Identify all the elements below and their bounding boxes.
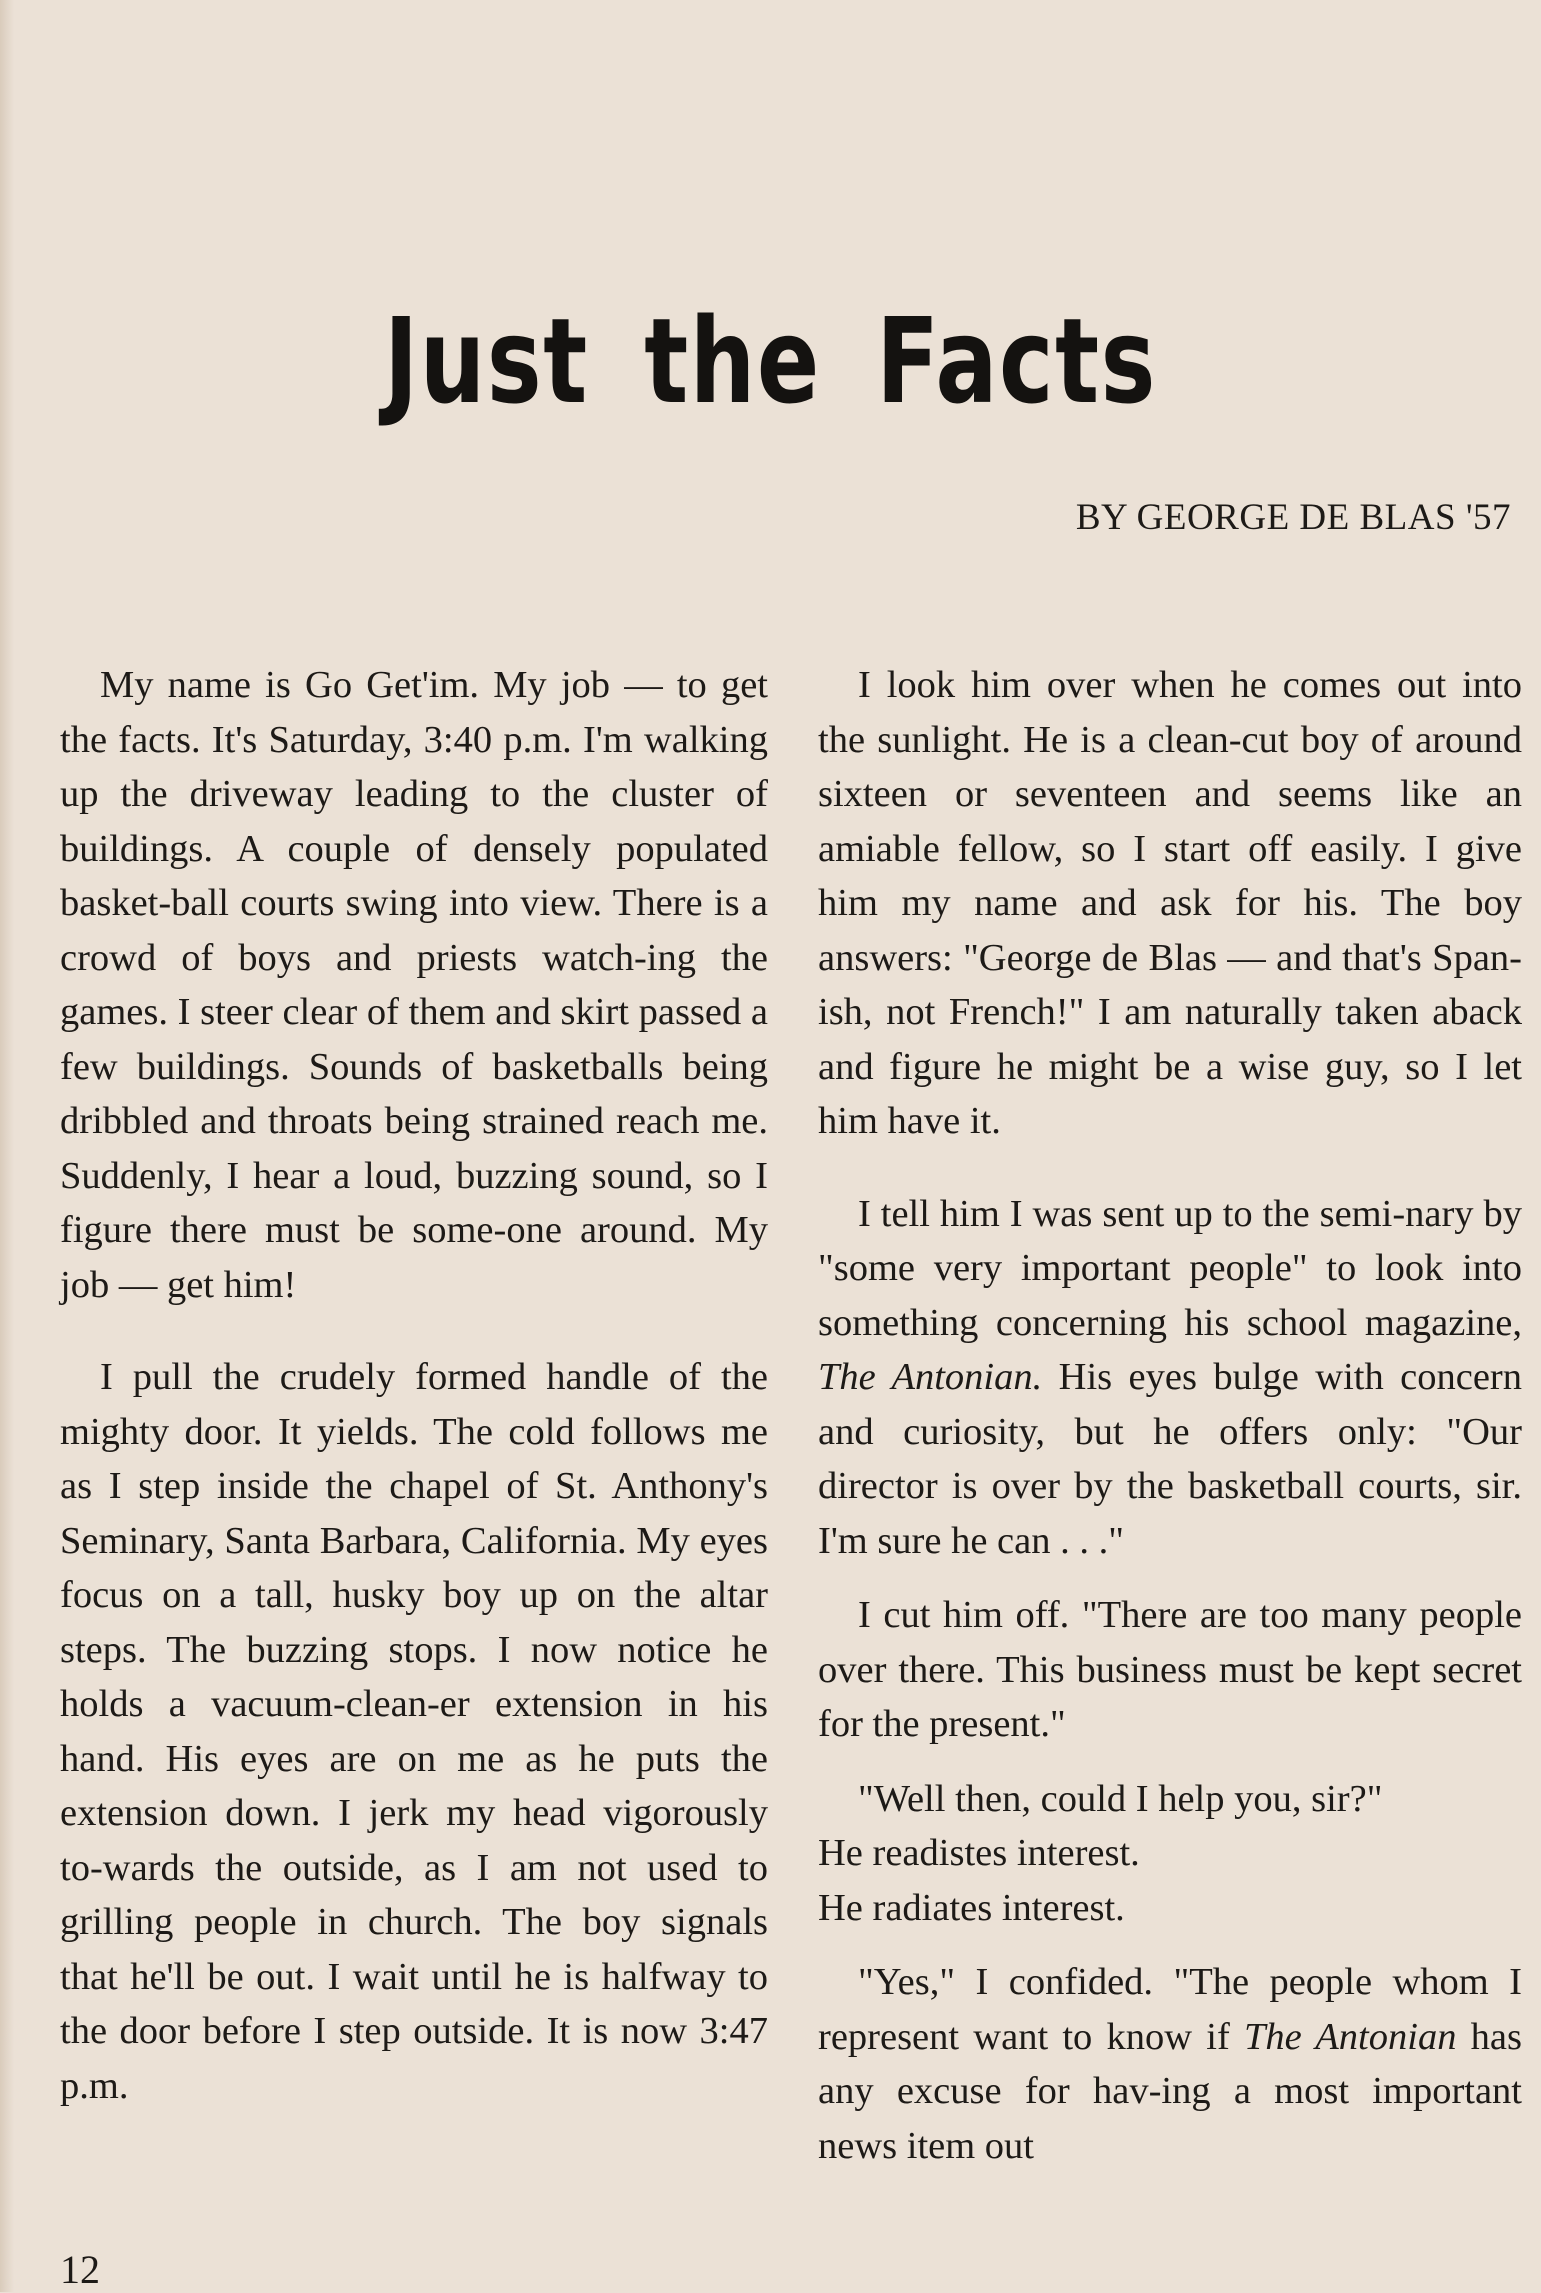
right-paragraph-2-text-a: I tell him I was sent up to the semi-nary by "some very important people" to look into something concerning his school magazine, — [818, 1192, 1522, 1344]
magazine-title: The Antonian. — [818, 1356, 1043, 1398]
right-paragraph-5-text-a: "Yes," I confided. "The people whom I represent want to know if — [818, 1961, 1522, 2058]
typo-line: He readistes interest. — [818, 1832, 1140, 1874]
article-byline: BY GEORGE DE BLAS '57 — [1075, 497, 1511, 538]
left-paragraph-2: I pull the crudely formed handle of the mighty door. It yields. The cold follows me as I step inside the chapel of St. Anthony's Seminary, Santa Barbara, California. My eyes focus on a tall, husky boy up on the altar steps. The buzzing stops. I now notice he holds a vacuum-clean-er extension in his hand. His eyes are on me as he puts the extension down. I jerk my head vigorously to-wards the outside, as I am not used to grilling people in church. The boy signals that he'll be out. I wait until he is halfway to the door before I step outside. It is now 3:47 p.m. — [60, 1356, 768, 2107]
article-title: Just the Facts — [383, 292, 1158, 430]
right-paragraph-3: I cut him off. "There are too many people over there. This business must be kept secret for the present." — [818, 1594, 1522, 1745]
right-paragraph-1: I look him over when he comes out into the sunlight. He is a clean-cut boy of around sixteen or seventeen and seems like an amiable fellow, so I start off easily. I give him my name and ask for his. The boy answers: "George de Blas — and that's Span-ish, not French!" I am naturally taken aback and figure he might be a wise guy, so I let him have it. — [818, 664, 1522, 1142]
right-paragraph-2 — [818, 1187, 1522, 1569]
right-paragraph-5 — [818, 1955, 1522, 2173]
page-edge — [0, 0, 14, 2292]
corrected-line: He radiates interest. — [818, 1886, 1125, 1929]
right-paragraph-5-text-b: has any excuse for hav-ing a most important news item out — [818, 2015, 1522, 2167]
page-number: 12 — [60, 2247, 100, 2292]
magazine-title-2: The Antonian — [1244, 2015, 1457, 2058]
right-paragraph-4 — [818, 1772, 1522, 1936]
left-paragraph-1: My name is Go Get'im. My job — to get the facts. It's Saturday, 3:40 p.m. I'm walking up the driveway leading to the cluster of buildings. A couple of densely populated basket-ball courts swing into view. There is a crowd of boys and priests watch-ing the games. I steer clear of them and skirt passed a few buildings. Sounds of basketballs being dribbled and throats being strained reach me. Suddenly, I hear a loud, buzzing sound, so I figure there must be some-one around. My job — get him! — [60, 664, 768, 1306]
dialogue-line: "Well then, could I help you, sir?" — [858, 1777, 1383, 1820]
left-column — [60, 658, 768, 2151]
right-paragraph-2-text-b: His eyes bulge with concern and curiosity, but he offers only: "Our director is over by the basketball courts, sir. I'm sure he can . . ." — [818, 1356, 1522, 1562]
right-column — [818, 658, 1522, 2211]
